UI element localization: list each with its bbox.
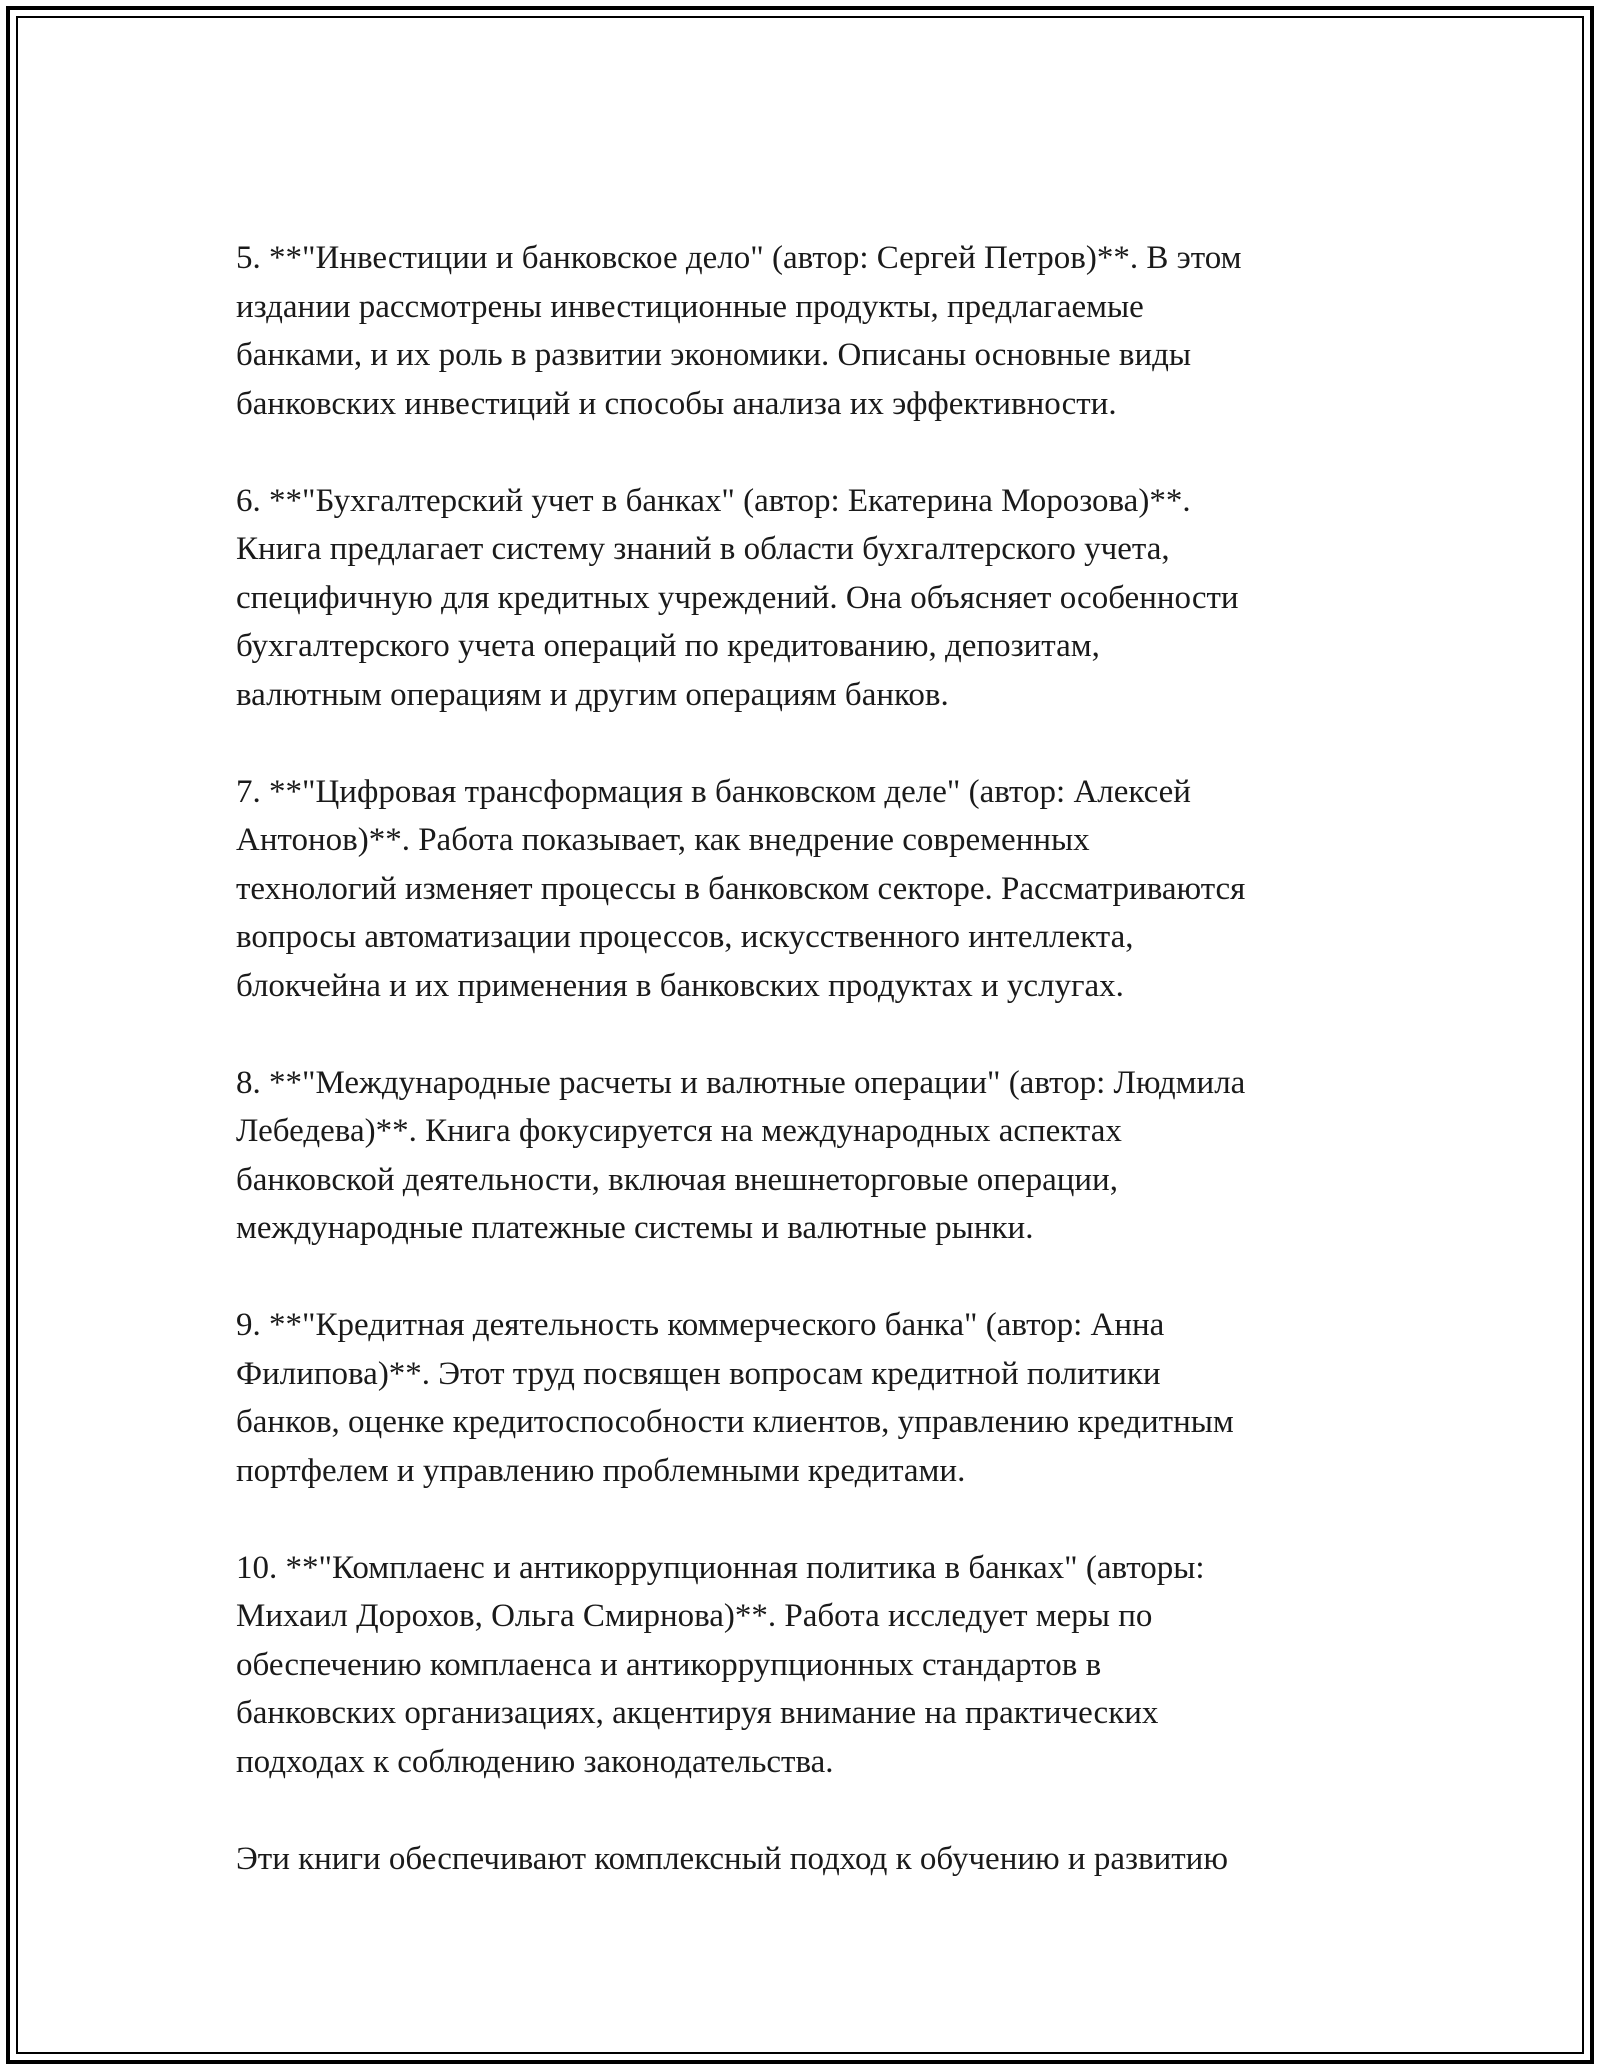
paragraph-item-7: 7. **"Цифровая трансформация в банковском деле" (автор: Алексей Антонов)**. Работа показывает, как внедрение современных технологий изменяет процессы в банковском секторе. Рассматриваются вопросы автоматизации процессов, искусственного интеллекта, блокчейна и их применения в банковских продуктах и услугах. [236,773,1246,1004]
paragraph-item-5: 5. **"Инвестиции и банковское дело" (автор: Сергей Петров)**. В этом издании рассмотрены инвестиционные продукты, предлагаемые банками, и их роль в развитии экономики. Описаны основные виды банковских инвестиций и способы анализа их эффективности. [236,240,1242,422]
paragraph-item-9: 9. **"Кредитная деятельность коммерческого банка" (автор: Анна Филипова)**. Этот труд посвящен вопросам кредитной политики банков, оценке кредитоспособности клиентов, управлению кредитным портфелем и управлению проблемными кредитами. [236,1307,1234,1489]
paragraph-item-8: 8. **"Международные расчеты и валютные операции" (автор: Людмила Лебедева)**. Книга фокусируется на международных аспектах банковской деятельности, включая внешнеторговые операции, международные платежные системы и валютные рынки. [236,1064,1246,1246]
paragraph-item-10: 10. **"Комплаенс и антикоррупционная политика в банках" (авторы: Михаил Дорохов, Ольга Смирнова)**. Работа исследует меры по обеспечению комплаенса и антикоррупционных стандартов в банковских организациях, акцентируя внимание на практических подходах к соблюдению законодательства. [236,1549,1205,1780]
paragraph-item-6: 6. **"Бухгалтерский учет в банках" (автор: Екатерина Морозова)**. Книга предлагает систему знаний в области бухгалтерского учета, специфичную для кредитных учреждений. Она объясняет особенности бухгалтерского учета операций по кредитованию, депозитам, валютным операциям и другим операциям банков. [236,482,1239,713]
paragraph-conclusion: Эти книги обеспечивают комплексный подход к обучению и развитию [236,1840,1228,1877]
document-body [236,234,1386,1883]
